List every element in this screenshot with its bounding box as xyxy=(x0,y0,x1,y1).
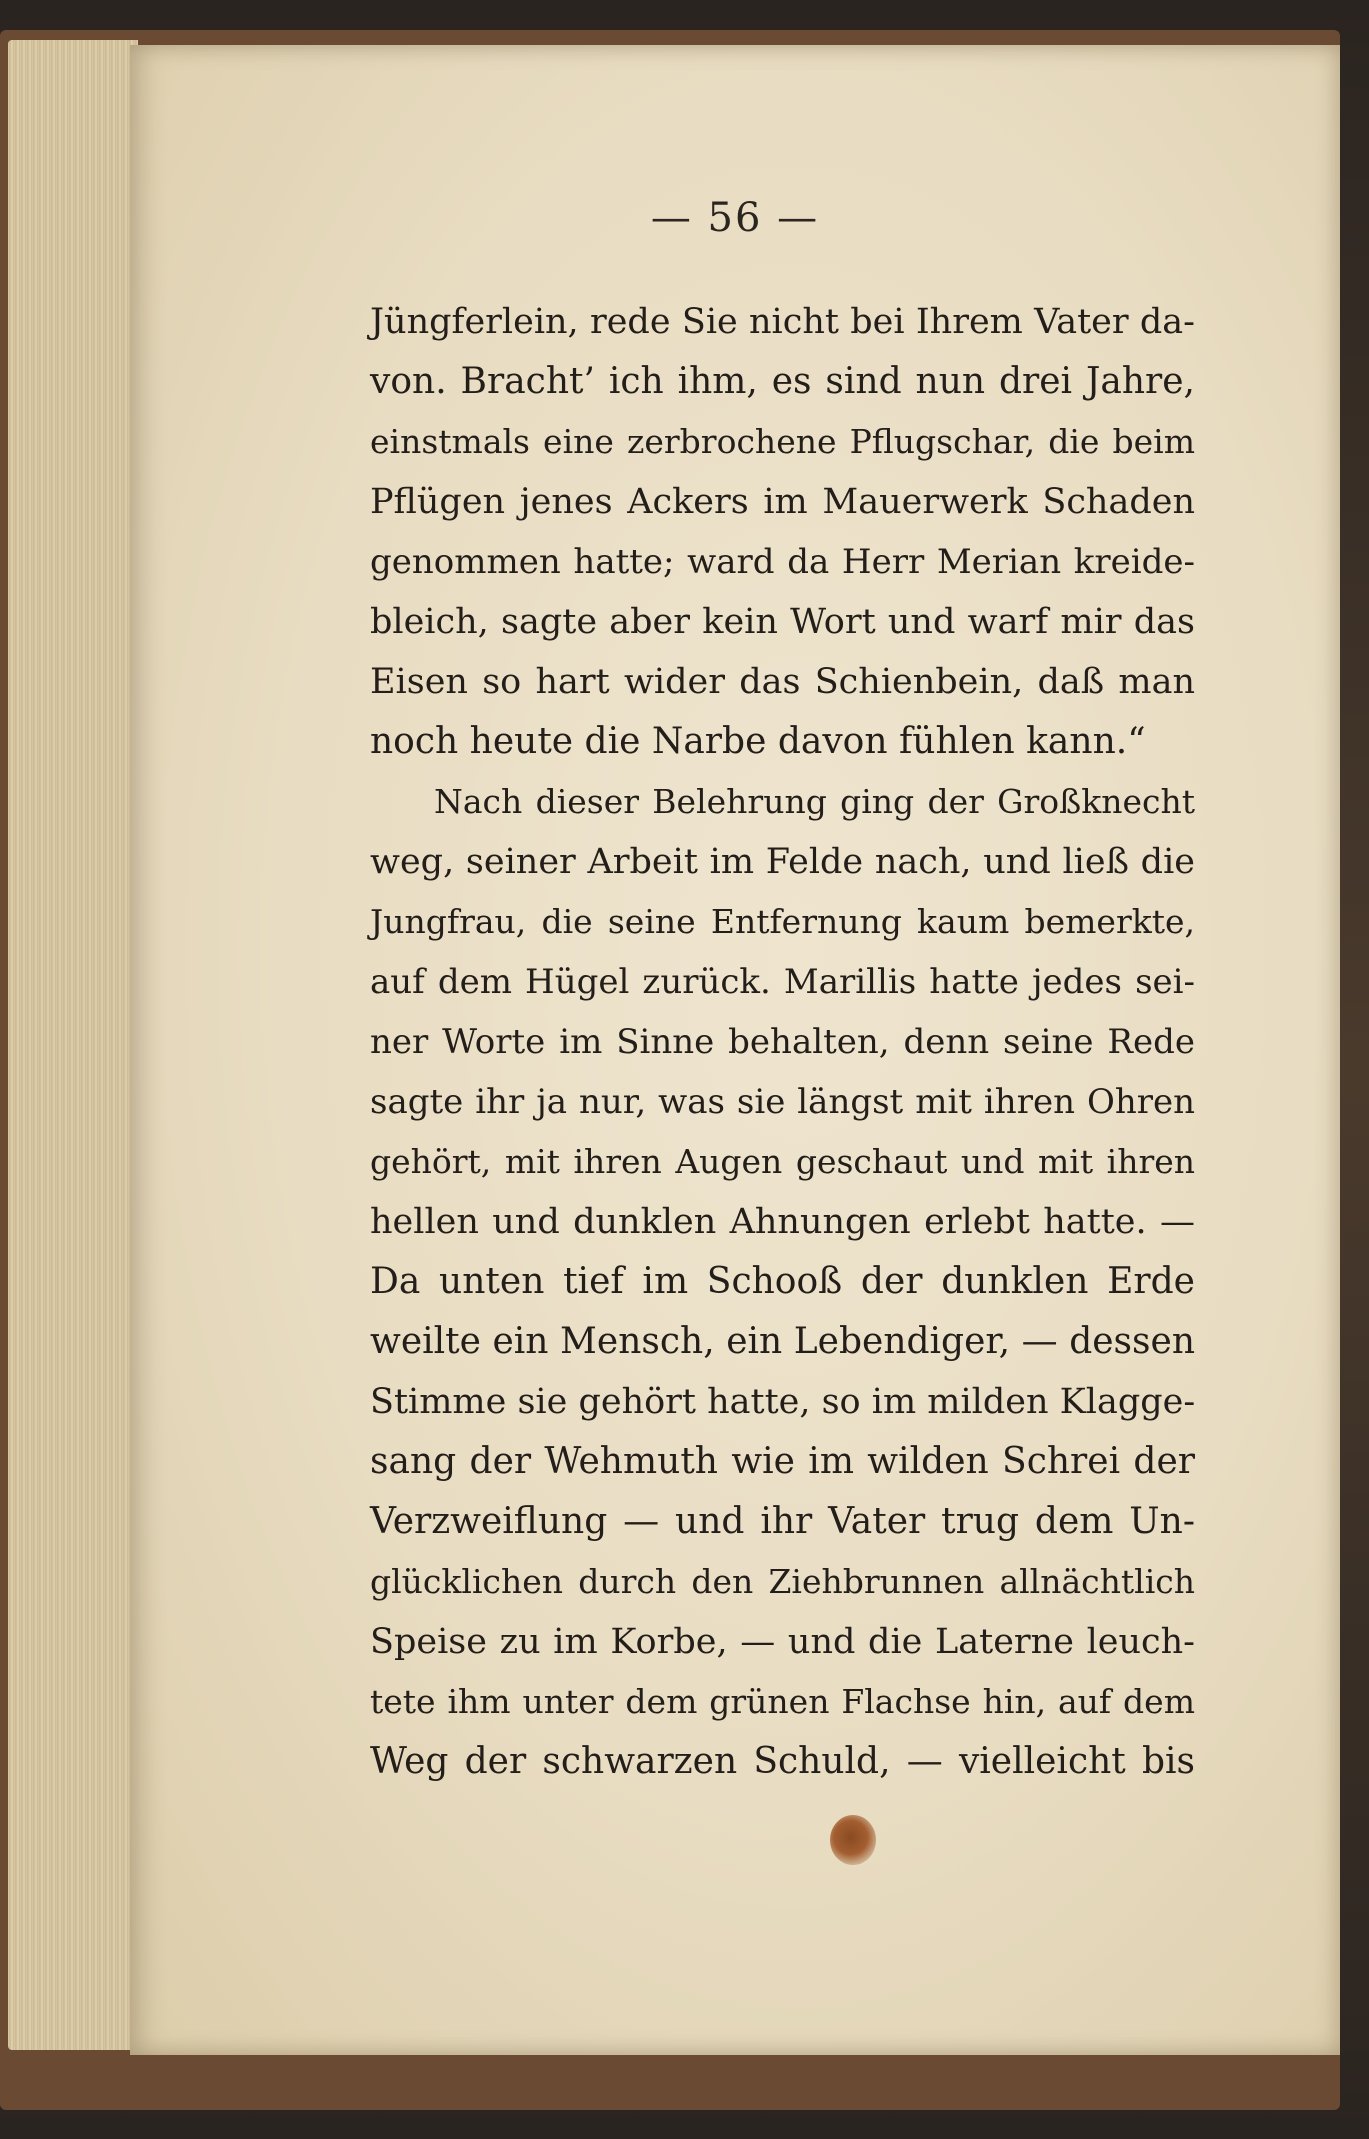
page-number: — 56 — xyxy=(650,195,820,241)
text-line: weg, seiner Arbeit im Felde nach, und ließ die xyxy=(370,842,1195,882)
ink-stain xyxy=(830,1815,876,1865)
text-line: auf dem Hügel zurück. Marillis hatte jedes sei- xyxy=(370,962,1195,1002)
text-line: glücklichen durch den Ziehbrunnen allnächtlich xyxy=(370,1562,1195,1601)
text-line: weilte ein Mensch, ein Lebendiger, — dessen xyxy=(370,1321,1195,1362)
page-edges xyxy=(8,40,138,2050)
text-line: gehört, mit ihren Augen geschaut und mit ihren xyxy=(370,1142,1195,1181)
text-line: Stimme sie gehört hatte, so im milden Klagge- xyxy=(370,1382,1196,1422)
text-line: Pflügen jenes Ackers im Mauerwerk Schaden xyxy=(370,482,1195,522)
text-line: Speise zu im Korbe, — und die Laterne leuch- xyxy=(370,1622,1195,1662)
text-line: genommen hatte; ward da Herr Merian kreide- xyxy=(370,542,1195,582)
text-line: ner Worte im Sinne behalten, denn seine Rede xyxy=(370,1022,1195,1062)
text-line: einstmals eine zerbrochene Pflugschar, die beim xyxy=(370,422,1195,461)
text-line: hellen und dunklen Ahnungen erlebt hatte. — xyxy=(370,1202,1195,1242)
text-line: Jungfrau, die seine Entfernung kaum bemerkte, xyxy=(370,902,1195,941)
text-line: Weg der schwarzen Schuld, — vielleicht bis xyxy=(370,1741,1195,1782)
text-line: sagte ihr ja nur, was sie längst mit ihren Ohren xyxy=(370,1082,1195,1122)
text-line: Verzweiflung — und ihr Vater trug dem Un- xyxy=(370,1501,1195,1542)
text-line: Jüngferlein, rede Sie nicht bei Ihrem Vater da- xyxy=(370,302,1195,342)
text-line: sang der Wehmuth wie im wilden Schrei der xyxy=(370,1441,1195,1482)
body-text xyxy=(370,292,1195,1792)
text-line: noch heute die Narbe davon fühlen kann.“ xyxy=(370,721,1146,762)
text-line: von. Bracht’ ich ihm, es sind nun drei Jahre, xyxy=(370,361,1195,402)
text-line: tete ihm unter dem grünen Flachse hin, auf dem xyxy=(370,1682,1195,1721)
text-line: Eisen so hart wider das Schienbein, daß man xyxy=(370,662,1195,702)
text-line: Nach dieser Belehrung ging der Großknecht xyxy=(434,782,1195,821)
text-line: Da unten tief im Schooß der dunklen Erde xyxy=(370,1261,1195,1302)
text-line: bleich, sagte aber kein Wort und warf mir das xyxy=(370,602,1195,642)
